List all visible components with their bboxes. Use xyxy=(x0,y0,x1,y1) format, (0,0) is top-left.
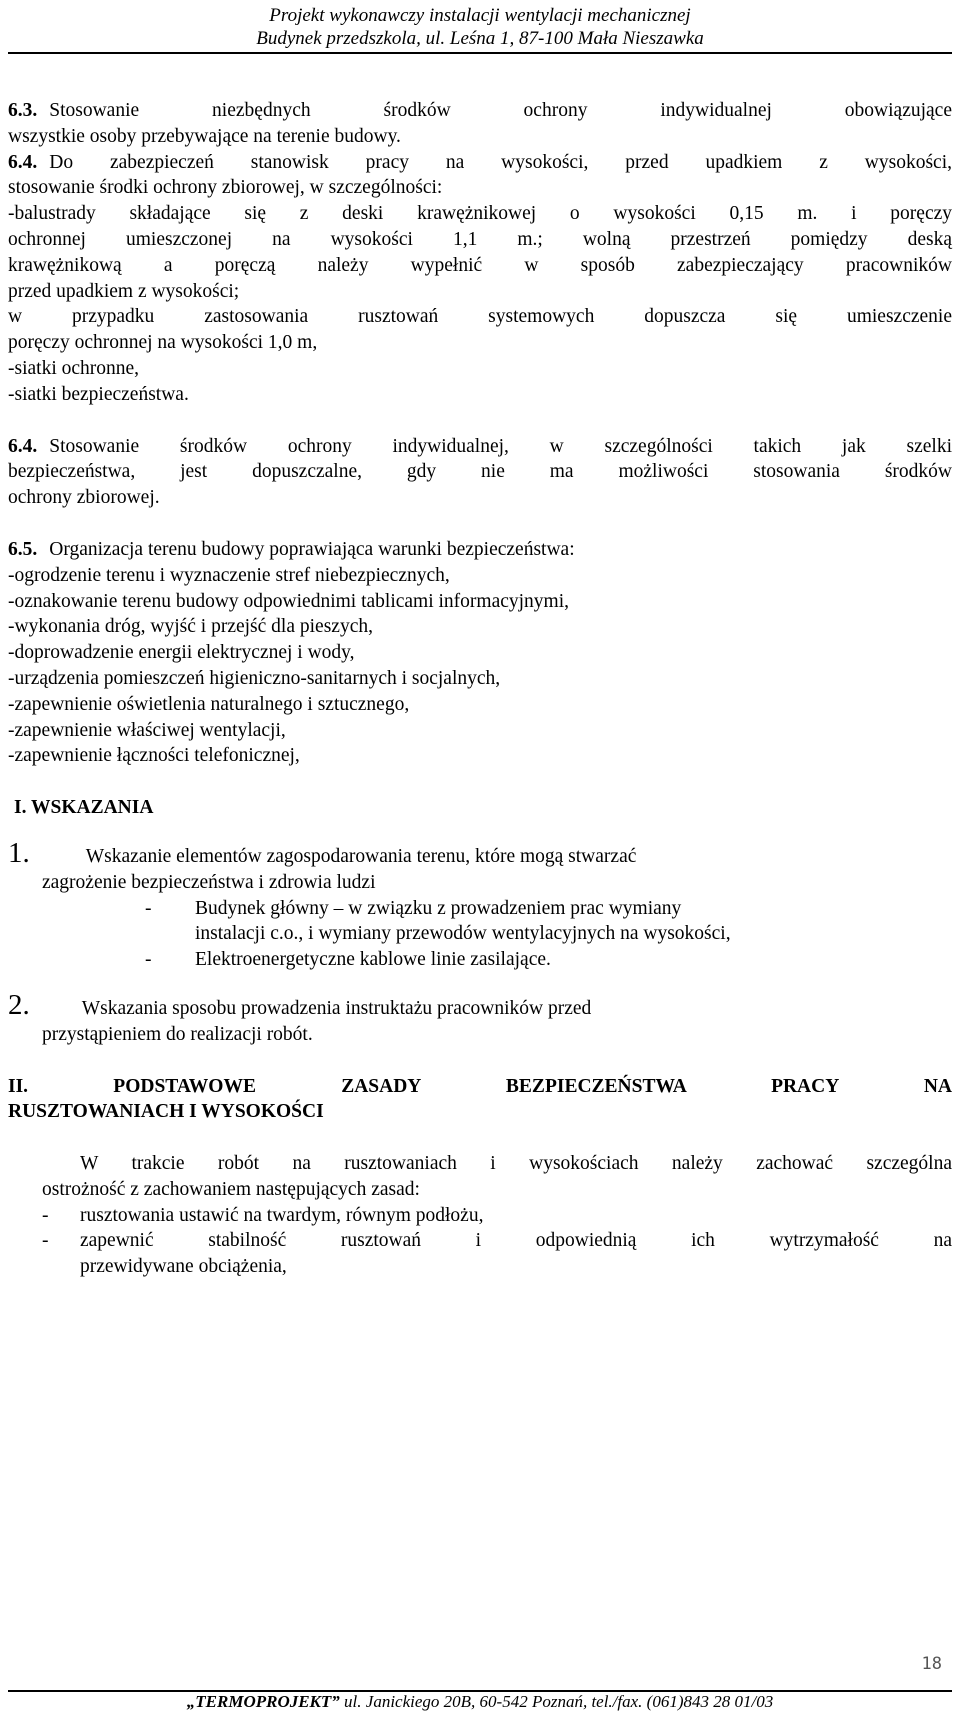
list-item: -doprowadzenie energii elektrycznej i wody, xyxy=(8,642,355,664)
paragraph-line: Do zabezpieczeń stanowisk pracy na wysokości, przed upadkiem z wysokości, xyxy=(49,151,952,173)
paragraph-line: Wskazanie elementów zagospodarowania terenu, które mogą stwarzać xyxy=(85,845,637,867)
header-rule xyxy=(8,52,952,54)
heading-line: RUSZTOWANIACH I WYSOKOŚCI xyxy=(8,1101,324,1123)
paragraph-line: -balustrady składające się z deski krawężnikowej o wysokości 0,15 m. i poręczy xyxy=(8,203,952,225)
paragraph-line: stosowanie środki ochrony zbiorowej, w szczególności: xyxy=(8,177,443,199)
paragraph-line: bezpieczeństwa, jest dopuszczalne, gdy nie ma możliwości stosowania środków xyxy=(8,461,952,483)
paragraph-line: -siatki ochronne, xyxy=(8,357,140,379)
list-item: zapewnić stabilność rusztowań i odpowiednią ich wytrzymałość na xyxy=(80,1230,952,1252)
list-item: -zapewnienie oświetlenia naturalnego i sztucznego, xyxy=(8,693,410,715)
paragraph-line: ochrony zbiorowej. xyxy=(8,487,160,509)
paragraph-line: wszystkie osoby przebywające na terenie budowy. xyxy=(8,125,401,147)
scaffolding-rules xyxy=(8,1151,952,1280)
paragraph-line: przystąpieniem do realizacji robót. xyxy=(42,1023,313,1045)
list-item: Elektroenergetyczne kablowe linie zasilające. xyxy=(195,949,551,971)
dash: - xyxy=(42,1230,49,1252)
section-number: 6.3. xyxy=(8,100,38,121)
paragraph-line: Stosowanie niezbędnych środków ochrony indywidualnej obowiązujące xyxy=(49,100,952,121)
dash: - xyxy=(145,897,152,919)
paragraph-line: ostrożność z zachowaniem następujących zasad: xyxy=(42,1178,420,1200)
section-6-5 xyxy=(8,537,952,769)
item-number: 1. xyxy=(8,836,30,869)
paragraph-line: -siatki bezpieczeństwa. xyxy=(8,383,189,405)
section-6-4-a xyxy=(8,150,952,408)
page-footer xyxy=(0,1692,960,1712)
paragraph-line: zagrożenie bezpieczeństwa i zdrowia ludzi xyxy=(42,871,376,893)
section-6-3 xyxy=(8,98,952,150)
section-6-4-b xyxy=(8,434,952,511)
list-item: -zapewnienie łączności telefonicznej, xyxy=(8,745,300,767)
list-item: -wykonania dróg, wyjść i przejść dla pieszych, xyxy=(8,616,373,638)
paragraph-line: Stosowanie środków ochrony indywidualnej, w szczególności takich jak szelki xyxy=(49,435,952,457)
list-item-continuation: instalacji c.o., i wymiany przewodów wentylacyjnych na wysokości, xyxy=(195,923,731,945)
dash: - xyxy=(145,949,152,971)
paragraph-line: Wskazania sposobu prowadzenia instruktażu pracowników przed xyxy=(81,997,592,1019)
header-line-2: Budynek przedszkola, ul. Leśna 1, 87-100 Mała Nieszawka xyxy=(256,28,704,49)
list-item: -urządzenia pomieszczeń higieniczno-sanitarnych i socjalnych, xyxy=(8,667,501,689)
footer-address: ul. Janickiego 20B, 60-542 Poznań, tel./fax. (061)843 28 01/03 xyxy=(339,1692,774,1711)
section-heading-i: I. WSKAZANIA xyxy=(14,797,154,819)
list-item: -oznakowanie terenu budowy odpowiednimi tablicami informacyjnymi, xyxy=(8,590,570,612)
section-number: 6.4. xyxy=(8,435,38,457)
paragraph-line: poręczy ochronnej na wysokości 1,0 m, xyxy=(8,332,318,354)
section-number: 6.4. xyxy=(8,151,38,173)
dash: - xyxy=(42,1204,49,1226)
heading-line: II. PODSTAWOWE ZASADY BEZPIECZEŃSTWA PRACY NA xyxy=(8,1075,952,1097)
paragraph-line: przed upadkiem z wysokości; xyxy=(8,280,240,302)
list-item: Budynek główny – w związku z prowadzeniem prac wymiany xyxy=(195,897,682,919)
footer-brand: „TERMOPROJEKT” xyxy=(186,1692,340,1711)
section-title: Organizacja terenu budowy poprawiająca warunki bezpieczeństwa: xyxy=(49,538,575,560)
paragraph-line: W trakcie robót na rusztowaniach i wysokościach należy zachować szczególna xyxy=(80,1153,952,1175)
list-item: rusztowania ustawić na twardym, równym podłożu, xyxy=(80,1204,484,1226)
page-content xyxy=(8,98,952,1280)
paragraph-line: ochronnej umieszczonej na wysokości 1,1 m.; wolną przestrzeń pomiędzy deską xyxy=(8,228,952,250)
section-number: 6.5. xyxy=(8,538,38,560)
item-number: 2. xyxy=(8,988,30,1021)
paragraph-line: krawężnikową a poręczą należy wypełnić w sposób zabezpieczający pracowników xyxy=(8,254,952,276)
paragraph-line: w przypadku zastosowania rusztowań systemowych dopuszcza się umieszczenie xyxy=(8,306,952,328)
item-2 xyxy=(8,989,952,1048)
page-number: 18 xyxy=(921,1654,942,1674)
list-item: -ogrodzenie terenu i wyznaczenie stref niebezpiecznych, xyxy=(8,564,450,586)
item-1 xyxy=(8,837,952,973)
section-heading-ii xyxy=(8,1074,952,1126)
list-item: -zapewnienie właściwej wentylacji, xyxy=(8,719,286,741)
list-item-continuation: przewidywane obciążenia, xyxy=(80,1256,287,1278)
header-line-1: Projekt wykonawczy instalacji wentylacji mechanicznej xyxy=(269,5,691,26)
page-header xyxy=(0,4,960,50)
